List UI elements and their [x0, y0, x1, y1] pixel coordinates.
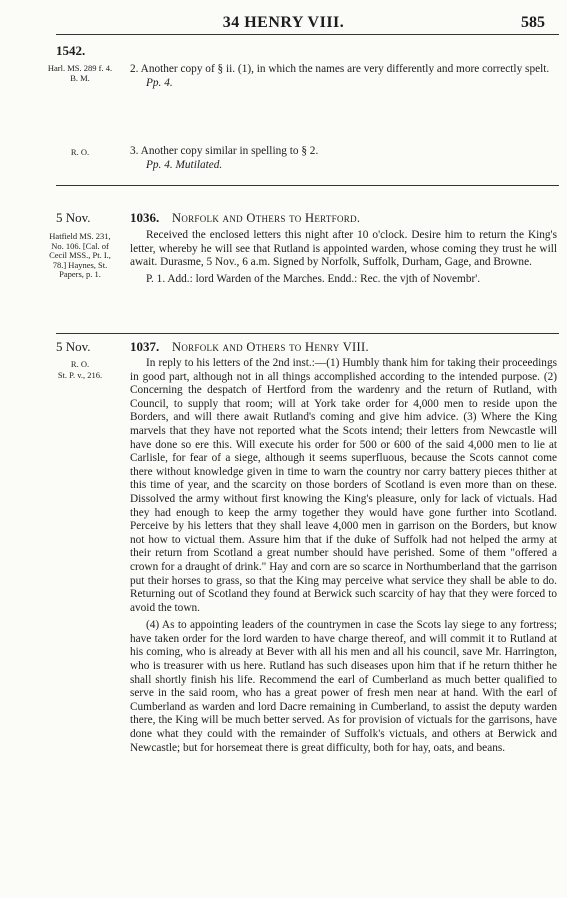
entry-number: 1037. — [130, 339, 160, 354]
margin-source: R. O. — [70, 147, 90, 157]
entry-heading: Norfolk and Others to Henry VIII. — [172, 340, 369, 354]
section-rule — [56, 185, 559, 186]
margin-source: R. O. — [70, 359, 90, 369]
header-rule — [56, 34, 559, 35]
entry-text: 2. Another copy of § ii. (1), in which the names are very differently and more correctly spelt. — [130, 63, 550, 75]
page-number: 585 — [521, 14, 545, 31]
paragraph: In reply to his letters of the 2nd inst.:—(1) Humbly thank him for taking their proceedings in good part, although not in all things accomplished according to the intended purpose. (2) Concerning the despatch of Hertford from the wardenry and the return of Rutland, with Council, to supply that room; will at York take order for 4,000 men to reside upon the Borders, and will there await Rutland's coming and give him advice. (3) Where the King marvels that they have not reported what the Scots intend; their letters from Newcastle will have done so ere this. Will execute his order for 500 or 600 of the said 4,000 men to lie at Carlisle, for fear of a siege, although it seems superfluous, because the Scots cannot come there without knowledge given in time to warn the country nor carry battery pieces thither at this time of year, and the scarcity on those borders of Scotland is even more than on these. Dissolved the army without first knowing the King's pleasure, only for lack of victuals. Had they had enough to keep the army together they would have gone further into Scotland. Perceive by his letters that they shall leave 4,000 men in garrison on the Borders, but know not how to victual them. Assure him that if the duke of Suffolk had not helped the army at their return from Scotland a great number should have perished. Some of them "offered a crown for a draught of drink." Hay and corn are so scarce in Northumberland that the garrison put their horses to grass, so that the King may perceive what service they shall be able to do. Returning out of Scotland they found at Berwick such scarcity of hay that they were forced to avoid the town. — [130, 357, 557, 614]
entry-text: 3. Another copy similar in spelling to § 2. — [130, 145, 319, 157]
entry-pages: Pp. 4. Mutilated. — [146, 158, 223, 171]
entry-1037-body — [130, 357, 557, 755]
margin-source: Harl. MS. 289 f. 4. B. M. — [47, 63, 113, 83]
entry-endorsement: P. 1. Add.: lord Warden of the Marches. Endd.: Rec. the vjth of Novembr'. — [146, 272, 481, 285]
entry-copy-2 — [130, 63, 557, 90]
margin-source: Hatfield MS. 231, No. 106. [Cal. of Cecil MSS., Pt. I., 78.] Haynes, St. Papers, p. 1. — [49, 231, 111, 280]
running-head: 34 HENRY VIII. — [222, 14, 345, 31]
paragraph: (4) As to appointing leaders of the countrymen in case the Scots lay siege to any fortress; have taken order for the lord warden to have charge thereof, and will commit it to Rutland at his coming, who is already at Bever with all his men and all his council, save Mr. Harrington, who is treasurer with us here. Rutland has such diseases upon him that if he return thither he shall shortly finish his life. Recommend the earl of Cumberland as much better qualified to serve in the said room, who has a great power of fresh men near at hand. With the earl of Cumberland as warden and lord Dacre remaining in Cumberland, to assist the deputy warden there, the King will be much better served. As for provision of victuals for the garrisons, have done what they could with the remainder of Suffolk's victuals, and others at Berwick and Newcastle; but for horsemeat there is great difficulty, both for hay, oats, and beans. — [130, 619, 557, 754]
entry-heading: Norfolk and Others to Hertford. — [172, 211, 361, 225]
entry-number: 1036. — [130, 210, 160, 225]
section-rule — [56, 333, 559, 334]
margin-source: St. P. v., 216. — [57, 370, 103, 380]
entry-text: Received the enclosed letters this night after 10 o'clock. Desire him to return the King's letter, whereby he will see that Rutland is appointed warden, whose coming they trust he will await. Durasme, 5 Nov., 6 a.m. Signed by Norfolk, Suffolk, Durham, Gage, and Browne. — [130, 229, 557, 269]
entry-pages: Pp. 4. — [146, 76, 173, 89]
year-label: 1542. — [56, 43, 86, 58]
entry-1036-body — [130, 229, 557, 286]
entry-date: 5 Nov. — [56, 210, 91, 225]
entry-date: 5 Nov. — [56, 339, 91, 354]
entry-copy-3 — [130, 145, 557, 172]
